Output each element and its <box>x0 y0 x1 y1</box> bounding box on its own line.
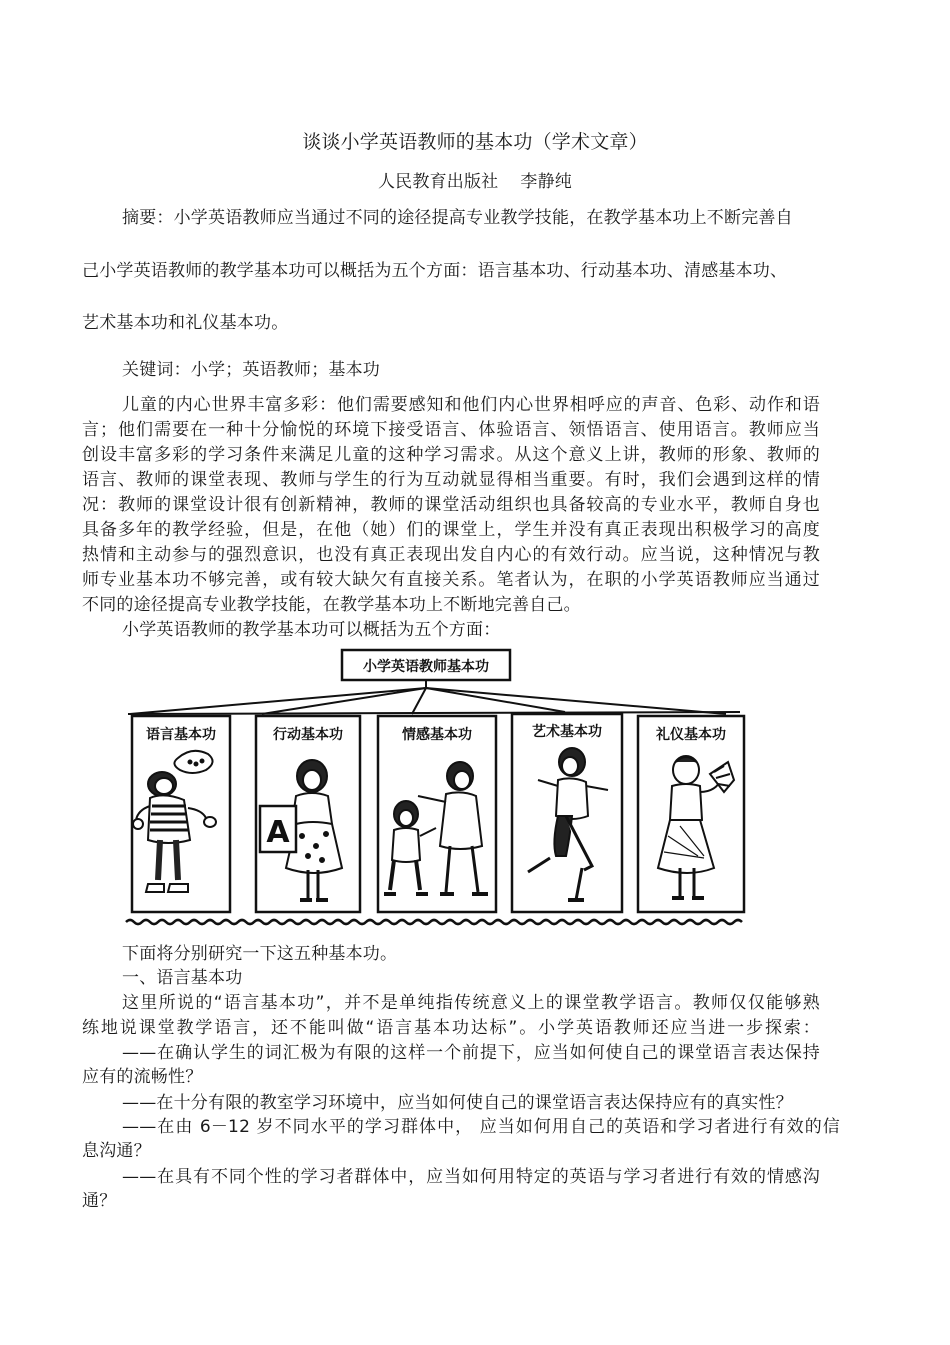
diagram-box-label: 行动基本功 <box>273 727 343 743</box>
section-1-line: 练地说课堂教学语言，还不能叫做“语言基本功达标”。小学英语教师还应当进一步探索： <box>82 1018 820 1038</box>
question-line: ——在十分有限的教室学习环境中，应当如何使自己的课堂语言表达保持应有的真实性？ <box>122 1093 793 1113</box>
diagram-ground-wave <box>126 920 742 924</box>
intro-line: 况：教师的课堂设计很有创新精神，教师的课堂活动组织也具备较高的专业水平，教师自身也 <box>82 495 820 515</box>
question-line: 息沟通？ <box>82 1141 151 1161</box>
section-1-heading: 一、语言基本功 <box>122 968 243 988</box>
diagram-box-label: 情感基本功 <box>402 727 472 743</box>
intro-line: 具备多年的教学经验，但是，在他（她）们的课堂上，学生并没有真正表现出积极学习的高度 <box>82 520 820 540</box>
byline <box>0 172 950 192</box>
diagram-connectors <box>128 680 740 714</box>
question-line: 通？ <box>82 1191 117 1211</box>
article-title: 谈谈小学英语教师的基本功（学术文章） <box>302 131 648 153</box>
basic-skills-diagram <box>120 646 760 932</box>
intro-line: 言；他们需要在一种十分愉悦的环境下接受语言、体验语言、领悟语言、使用语言。教师应当 <box>82 420 820 440</box>
abstract-line-1: 摘要：小学英语教师应当通过不同的途径提高专业教学技能，在教学基本功上不断完善自 <box>122 208 793 228</box>
intro-line: 创设丰富多彩的学习条件来满足儿童的这种学习需求。从这个意义上讲，教师的形象、教师的 <box>82 445 820 465</box>
intro-line: 热情和主动参与的强烈意识，也没有真正表现出发自内心的有效行动。应当说，这种情况与教 <box>82 545 820 565</box>
intro-line: 语言、教师的课堂表现、教师与学生的行为互动就显得相当重要。有时，我们会遇到这样的情 <box>82 470 820 490</box>
keywords: 关键词：小学；英语教师；基本功 <box>122 360 380 380</box>
section-1-line: 这里所说的“语言基本功”，并不是单纯指传统意义上的课堂教学语言。教师仅仅能够熟 <box>122 993 820 1013</box>
section-intro: 下面将分别研究一下这五种基本功。 <box>122 944 398 964</box>
abstract-line-3: 艺术基本功和礼仪基本功。 <box>82 313 289 333</box>
question-line: ——在具有不同个性的学习者群体中，应当如何用特定的英语与学习者进行有效的情感沟 <box>122 1167 820 1187</box>
publisher: 人民教育出版社 <box>377 172 499 192</box>
question-line: ——在由 6－12 岁不同水平的学习群体中， 应当如何用自己的英语和学习者进行有效的信 <box>122 1117 840 1137</box>
intro-line: 不同的途径提高专业教学技能，在教学基本功上不断地完善自己。 <box>82 595 581 615</box>
card-letter: A <box>266 815 290 850</box>
author: 李静纯 <box>520 172 572 192</box>
question-line: ——在确认学生的词汇极为有限的这样一个前提下，应当如何使自己的课堂语言表达保持 <box>122 1043 820 1063</box>
diagram-box-label: 礼仪基本功 <box>656 727 726 743</box>
diagram-box-label: 艺术基本功 <box>532 724 602 740</box>
diagram-root-label: 小学英语教师基本功 <box>363 659 489 675</box>
diagram-box-label: 语言基本功 <box>146 727 216 743</box>
five-aspects-intro: 小学英语教师的教学基本功可以概括为五个方面： <box>122 620 501 640</box>
intro-line: 师专业基本功不够完善，或有较大缺欠有直接关系。笔者认为，在职的小学英语教师应当通过 <box>82 570 820 590</box>
abstract-line-2: 己小学英语教师的教学基本功可以概括为五个方面：语言基本功、行动基本功、清感基本功、 <box>82 261 788 281</box>
intro-line: 儿童的内心世界丰富多彩：他们需要感知和他们内心世界相呼应的声音、色彩、动作和语 <box>122 395 820 415</box>
question-line: 应有的流畅性？ <box>82 1067 203 1087</box>
